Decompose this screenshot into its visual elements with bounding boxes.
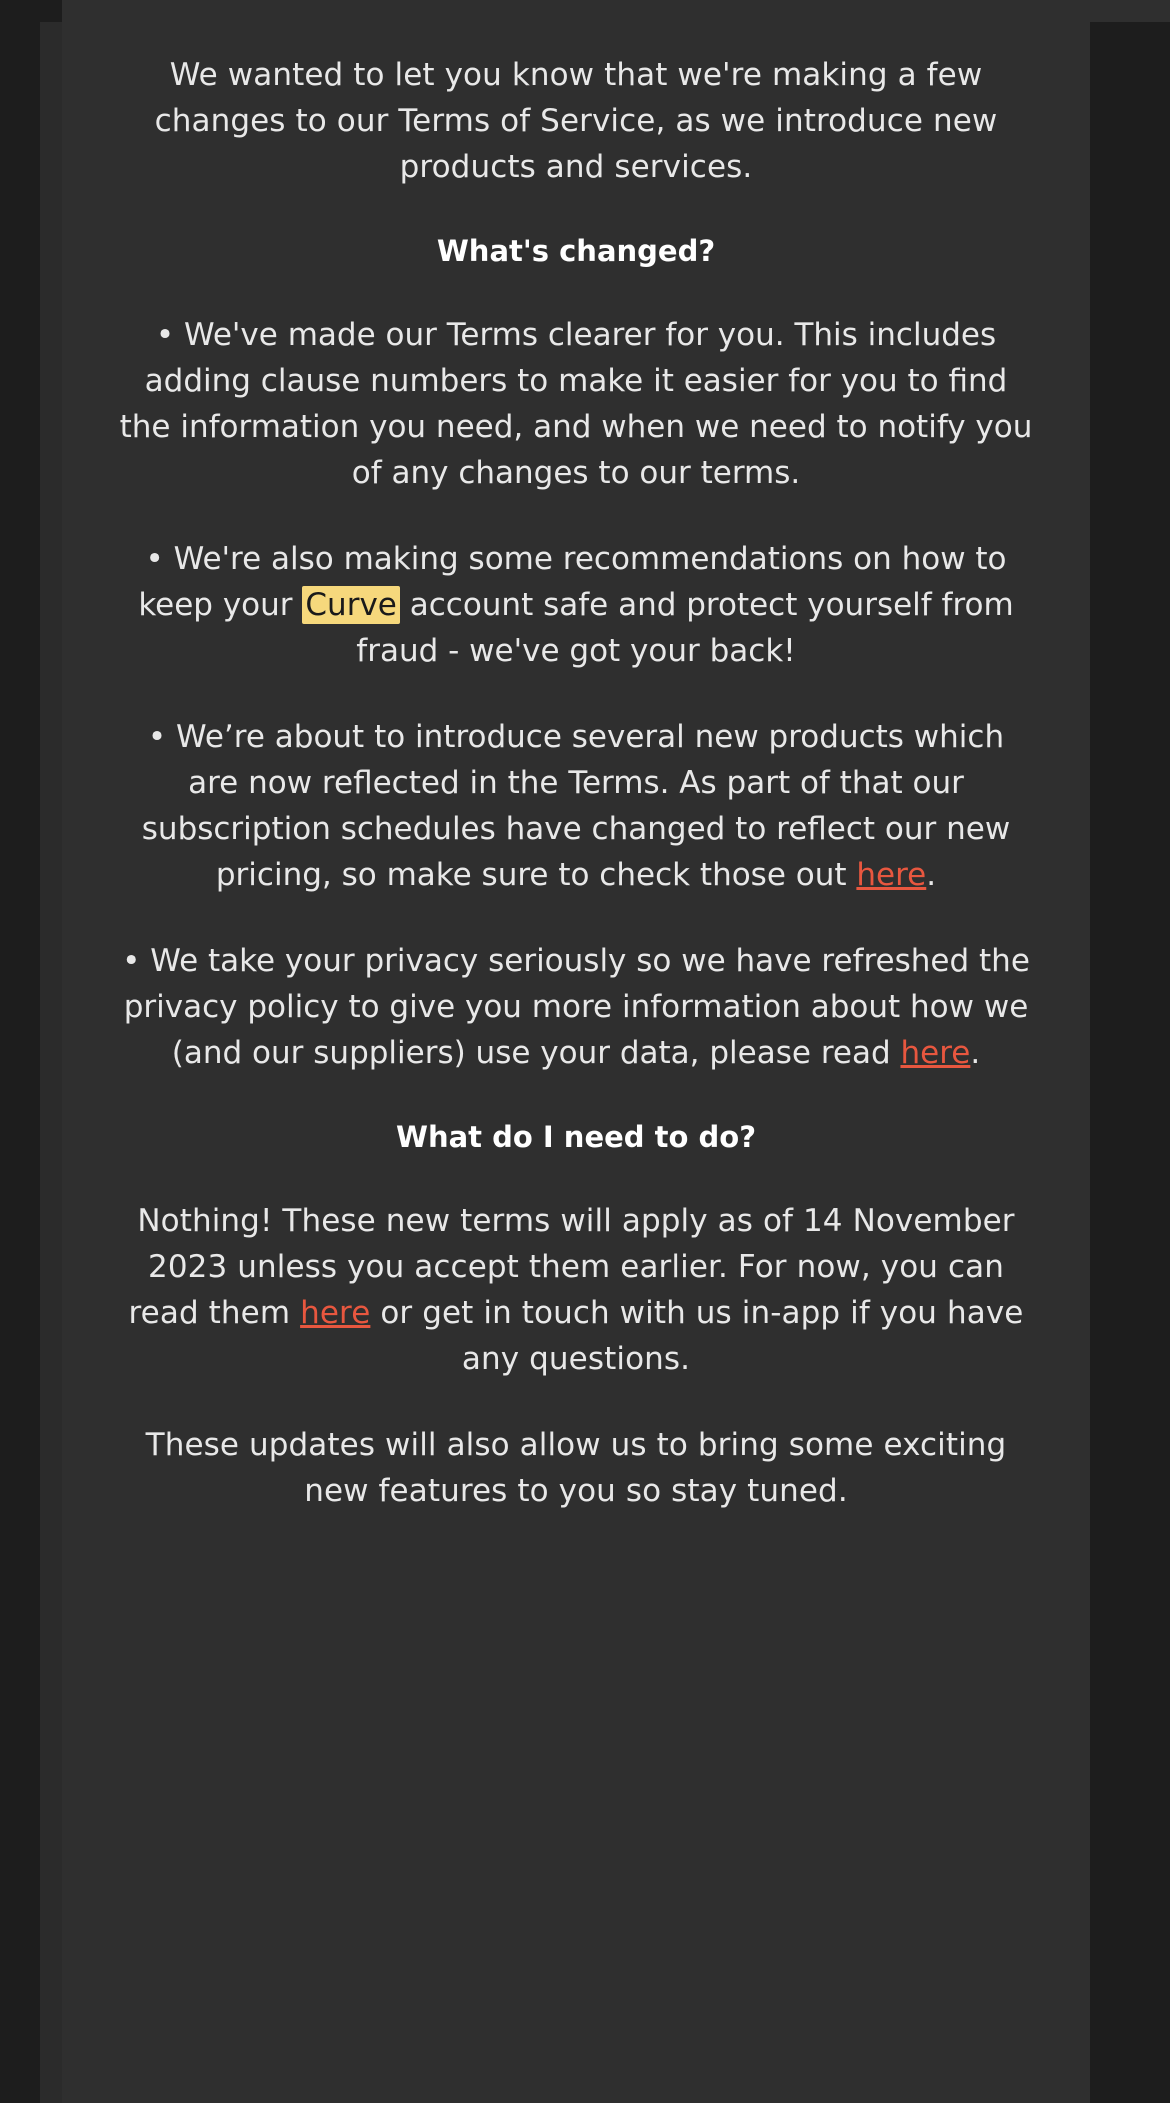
left-gutter-secondary <box>40 22 62 2103</box>
right-gutter <box>1090 22 1170 2103</box>
top-bar-inner <box>62 0 1170 22</box>
closing-part2: or get in touch with us in-app if you have any questions. <box>370 1295 1024 1377</box>
closing-part1: Nothing! These new terms will apply as of 14 November 2023 unless you accept them earlier. For now, you can read them <box>128 1203 1015 1331</box>
bullet-account-safety-part1: • We're also making some recommendations on how to keep your <box>138 541 1007 623</box>
left-gutter <box>0 22 40 2103</box>
bullet-privacy-part2: . <box>970 1035 981 1071</box>
bullet-new-products-part1: • We’re about to introduce several new products which are now reflected in the Terms. As part of that our subscription schedules have changed to reflect our new pricing, so make sure to check those out <box>141 719 1011 893</box>
bullet-new-products-part2: . <box>926 857 937 893</box>
highlighted-term-curve: Curve <box>302 586 399 624</box>
terms-here-link[interactable]: here <box>300 1295 371 1331</box>
heading-whats-changed: What's changed? <box>436 234 716 268</box>
heading-what-do-i-need-to-do: What do I need to do? <box>395 1120 757 1154</box>
email-content-card <box>62 22 1090 2103</box>
final-paragraph: These updates will also allow us to bring some exciting new features to you so stay tuned. <box>145 1427 1007 1509</box>
privacy-here-link[interactable]: here <box>900 1035 971 1071</box>
bullet-new-products <box>118 714 1034 898</box>
bullet-account-safety-part2: account safe and protect yourself from fraud - we've got your back! <box>356 587 1014 669</box>
bullet-account-safety <box>118 536 1034 674</box>
pricing-here-link[interactable]: here <box>856 857 927 893</box>
intro-paragraph: We wanted to let you know that we're making a few changes to our Terms of Service, as we introduce new products and services. <box>154 57 998 185</box>
closing-paragraph <box>118 1198 1034 1382</box>
bullet-clearer-terms: • We've made our Terms clearer for you. This includes adding clause numbers to make it easier for you to find the information you need, and when we need to notify you of any changes to our terms. <box>119 317 1033 491</box>
top-bar <box>0 0 1170 23</box>
bullet-privacy <box>118 938 1034 1076</box>
bullet-privacy-part1: • We take your privacy seriously so we have refreshed the privacy policy to give you more information about how we (and our suppliers) use your data, please read <box>122 943 1030 1071</box>
